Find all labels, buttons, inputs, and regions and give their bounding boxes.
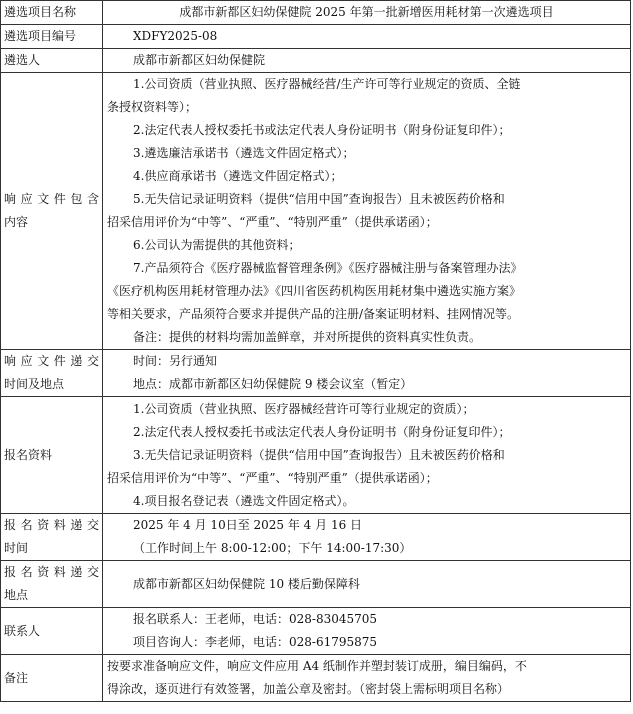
row-registration-time (1, 514, 631, 561)
label-project-name: 遴选项目名称 (1, 1, 103, 25)
label-registration-time: 报名资料递交 时间 (1, 514, 103, 561)
value-registration-materials: 1.公司资质（营业执照、医疗器械经营许可等行业规定的资质）； 2.法定代表人授权委托书或法定代表人身份证明书（附身份证复印件）； 3.无失信记录证明资料（提供“信用中国”查询报告）且未被医药价格和 招采信用评价为“中等”、“严重”、“特别严重”（提供承诺函）； 4.项目报名登记表（遴选文件固定格式）。 (103, 397, 631, 514)
value-response-docs: 1.公司资质（营业执照、医疗器械经营/生产许可等行业规定的资质、全链 条授权资料等）； 2.法定代表人授权委托书或法定代表人身份证明书（附身份证复印件）； 3.遴选廉洁承诺书（遴选文件固定格式）； 4.供应商承诺书（遴选文件固定格式）； 5.无失信记录证明资料（提供“信用中国”查询报告）且未被医药价格和 招采信用评价为“中等”、“严重”、“特别严重”（提供承诺函）； 6.公司认为需提供的其他资料； 7.产品须符合《医疗器械监督管理条例》《医疗器械注册与备案管理办法》 《医疗机构医用耗材管理办法》《四川省医药机构医用耗材集中遴选实施方案》 等相关要求，产品须符合要求并提供产品的注册/备案证明材料、挂网情况等。 备注：提供的材料均需加盖鲜章，并对所提供的资料真实性负责。 (103, 73, 631, 350)
value-project-code: XDFY2025-08 (103, 25, 631, 49)
label-response-docs: 响应文件包含 内容 (1, 73, 103, 350)
row-response-time-place (1, 350, 631, 397)
value-response-time-place: 时间：另行通知 地点：成都市新都区妇幼保健院 9 楼会议室（暂定） (103, 350, 631, 397)
row-response-docs (1, 73, 631, 350)
label-registration-place: 报名资料递交 地点 (1, 561, 103, 608)
row-project-code (1, 25, 631, 49)
row-registration-materials (1, 397, 631, 514)
label-project-code: 遴选项目编号 (1, 25, 103, 49)
value-registration-time: 2025 年 4 月 10日至 2025 年 4 月 16 日 （工作时间上午 8:00-12:00；下午 14:00-17:30） (103, 514, 631, 561)
value-project-name: 成都市新都区妇幼保健院 2025 年第一批新增医用耗材第一次遴选项目 (103, 1, 631, 25)
label-registration-materials: 报名资料 (1, 397, 103, 514)
value-registration-place: 成都市新都区妇幼保健院 10 楼后勤保障科 (103, 561, 631, 608)
label-contact: 联系人 (1, 608, 103, 655)
label-remarks: 备注 (1, 655, 103, 702)
row-registration-place (1, 561, 631, 608)
row-selector (1, 49, 631, 73)
row-remarks (1, 655, 631, 702)
value-remarks: 按要求准备响应文件，响应文件应用 A4 纸制作并塑封装订成册，编目编码，不 得涂改，逐页进行有效签署，加盖公章及密封。（密封袋上需标明项目名称） (103, 655, 631, 702)
value-contact: 报名联系人：王老师，电话：028-83045705 项目咨询人：李老师，电话：028-61795875 (103, 608, 631, 655)
row-contact (1, 608, 631, 655)
label-response-time-place: 响应文件递交 时间及地点 (1, 350, 103, 397)
label-selector: 遴选人 (1, 49, 103, 73)
value-selector: 成都市新都区妇幼保健院 (103, 49, 631, 73)
row-project-name (1, 1, 631, 25)
